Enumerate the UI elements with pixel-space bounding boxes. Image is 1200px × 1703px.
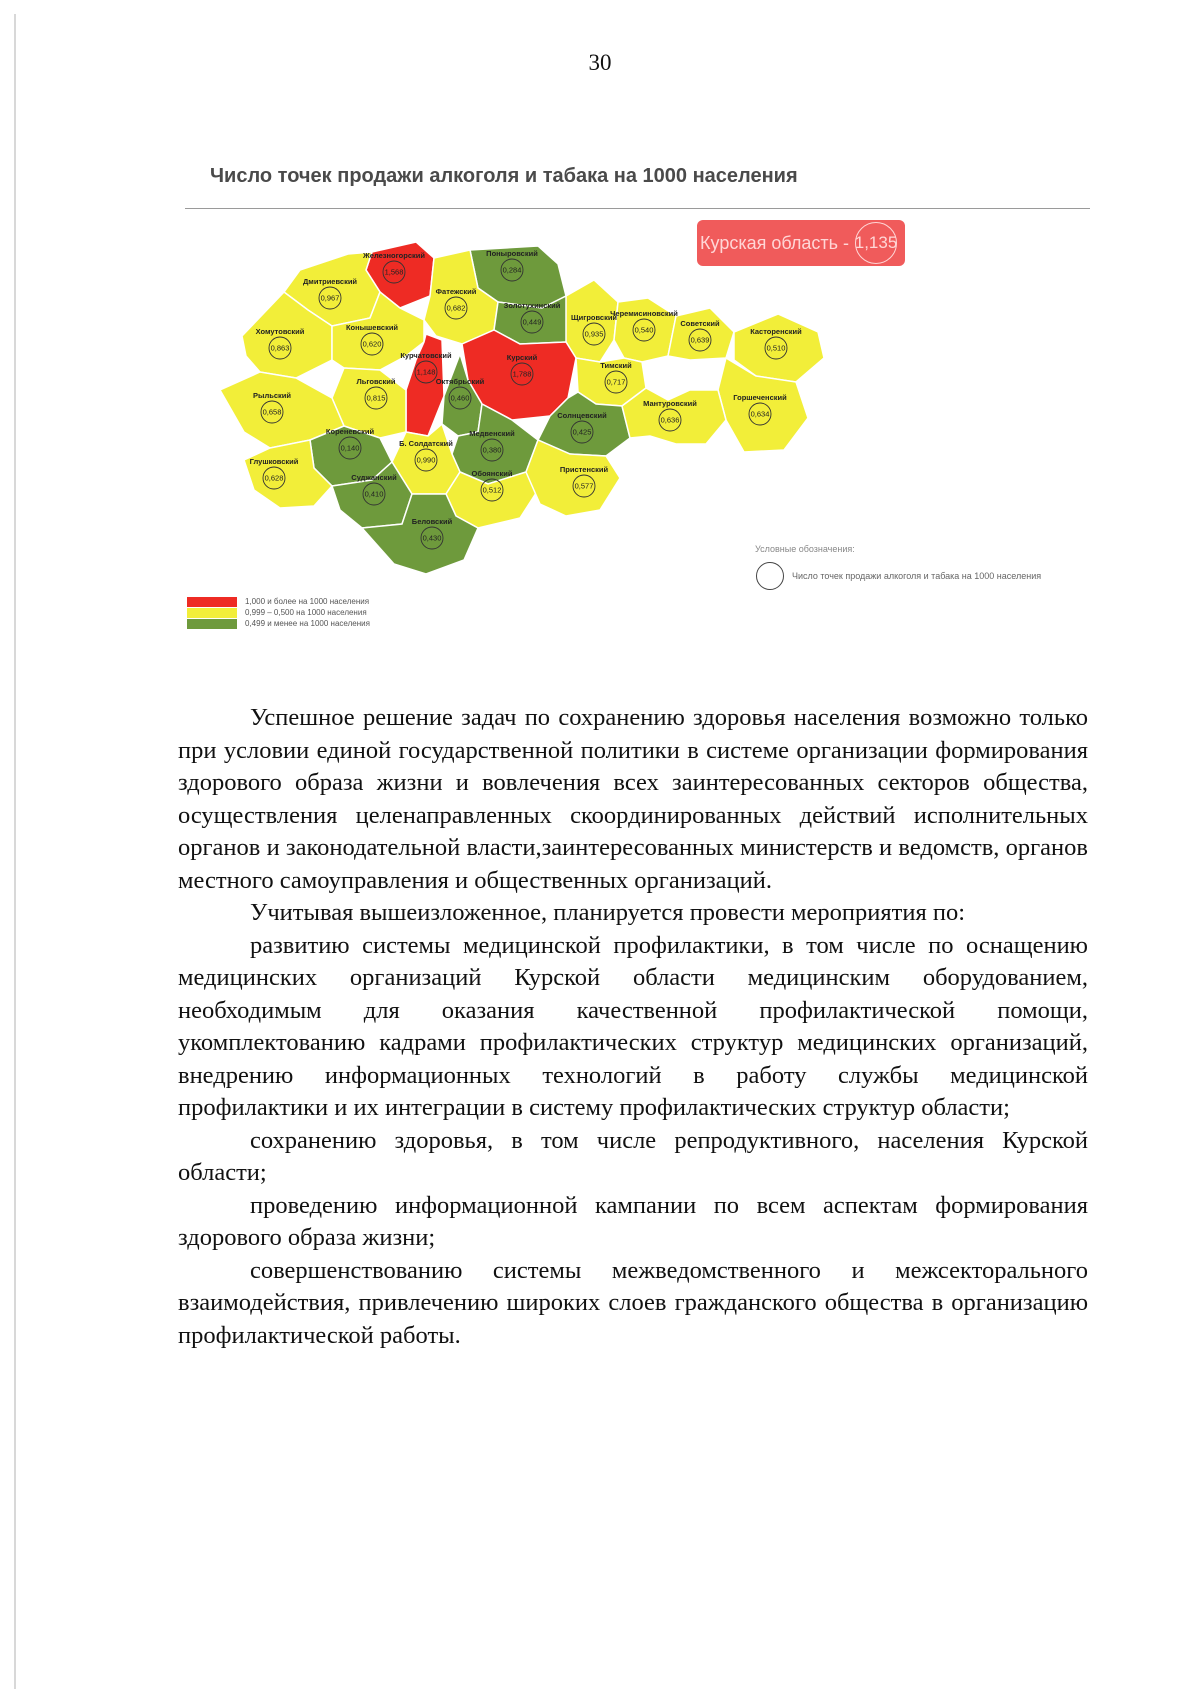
district-24-value: 0,410 <box>364 489 384 499</box>
district-17-name: Горшеченский <box>733 393 787 402</box>
district-20-value: 0,425 <box>572 427 592 437</box>
kursk-region-map <box>220 240 920 620</box>
district-14-name: Октябрьский <box>435 377 485 386</box>
district-7-value: 0,935 <box>584 329 604 339</box>
district-shapes <box>220 242 824 574</box>
district-27-value: 0,430 <box>422 533 442 543</box>
district-16-value: 0,658 <box>262 407 282 417</box>
paragraph: сохранению здоровья, в том числе репродуктивного, населения Курской области; <box>178 1126 1088 1186</box>
district-3-name: Фатежский <box>435 287 477 296</box>
district-23-value: 0,628 <box>264 473 284 483</box>
district-13-value: 0,815 <box>366 393 386 403</box>
district-22-value: 0,990 <box>416 455 436 465</box>
paragraph: Успешное решение задач по сохранению здоровья населения возможно только при условии единой государственной политики в системе организации формирования здорового образа жизни и вовлечения всех заинтересованных секторов общества, осуществления целенаправленных скоординированных действий исполнительных органов и законодательной власти,заинтересованных министерств и ведомств, органов местного самоуправления и общественных организаций. <box>178 704 1088 894</box>
district-26-name: Пристенский <box>559 465 609 474</box>
district-8-value: 0,540 <box>634 325 654 335</box>
district-26-value: 0,577 <box>574 481 594 491</box>
district-9-area <box>668 308 734 360</box>
district-1-name: Поныровский <box>486 249 538 258</box>
district-2-value: 0,967 <box>320 293 340 303</box>
paragraph: развитию системы медицинской профилактики, в том числе по оснащению медицинских организаций Курской области медицинским оборудованием, необходимым для оказания качественной профилактической помощи, укомплектованию кадрами профилактических структур медицинских организаций, внедрению информационных технологий в работу службы медицинской профилактики и их интеграции в систему профилактических структур области; <box>178 931 1088 1121</box>
paragraph: совершенствованию системы межведомственного и межсекторального взаимодействия, привлечению широких слоев гражданского общества в организацию профилактической работы. <box>178 1256 1088 1349</box>
figure-title: Число точек продажи алкоголя и табака на 1000 населения <box>210 165 798 187</box>
district-5-value: 0,863 <box>270 343 290 353</box>
district-2-name: Дмитриевский <box>302 277 358 286</box>
legend-item-yellow <box>187 607 370 618</box>
district-9-value: 0,639 <box>690 335 710 345</box>
legend-text-green: 0,499 и менее на 1000 населения <box>245 619 370 628</box>
legend-circle-note: Число точек продажи алкоголя и табака на 1000 населения <box>792 571 1042 581</box>
district-15-value: 0,717 <box>606 377 626 387</box>
district-6-name: Конышевский <box>345 323 399 332</box>
district-0-value: 1,568 <box>384 267 404 277</box>
district-25-name: Обоянский <box>471 469 513 478</box>
district-14-value: 0,460 <box>450 393 470 403</box>
district-8-name: Черемисиновский <box>610 309 678 318</box>
district-7-name: Щигровский <box>570 313 618 322</box>
district-21-name: Мантуровский <box>643 399 697 408</box>
district-12-name: Курский <box>506 353 538 362</box>
district-10-name: Касторенский <box>750 327 802 336</box>
district-11-name: Курчатовский <box>400 351 452 360</box>
district-15-name: Тимский <box>600 361 632 370</box>
page-edge <box>14 14 16 1689</box>
district-3-value: 0,682 <box>446 303 466 313</box>
district-5-name: Хомутовский <box>255 327 305 336</box>
legend-swatch-yellow <box>187 608 237 618</box>
legend-swatch-green <box>187 619 237 629</box>
district-17-value: 0,634 <box>750 409 770 419</box>
paragraph: проведению информационной кампании по всем аспектам формирования здорового образа жизни; <box>178 1191 1088 1251</box>
region-total-label: Курская область - <box>700 232 849 253</box>
page-number: 30 <box>588 50 612 75</box>
district-19-name: Медвенский <box>469 429 515 438</box>
legend-item-green <box>187 618 370 629</box>
color-legend <box>187 596 370 629</box>
district-9-name: Советский <box>680 319 720 328</box>
legend-swatch-red <box>187 597 237 607</box>
district-18-name: Кореневский <box>325 427 375 436</box>
legend-item-red <box>187 596 370 607</box>
district-13-name: Льговский <box>356 377 396 386</box>
district-0-name: Железногорский <box>363 251 425 260</box>
district-1-value: 0,284 <box>502 265 522 275</box>
district-24-name: Суджанский <box>351 473 397 482</box>
district-27-name: Беловский <box>411 517 453 526</box>
district-12-value: 1,788 <box>512 369 532 379</box>
district-10-value: 0,510 <box>766 343 786 353</box>
district-20-name: Солнцевский <box>557 411 607 420</box>
district-11-value: 1,148 <box>416 367 436 377</box>
figure-divider <box>185 208 1090 209</box>
district-23-name: Глушковский <box>249 457 299 466</box>
district-4-name: Золотухинский <box>503 301 561 310</box>
district-25-value: 0,512 <box>482 485 502 495</box>
paragraph: Учитывая вышеизложенное, планируется провести мероприятия по: <box>250 899 966 926</box>
district-4-value: 0,449 <box>522 317 542 327</box>
region-total-value: 1,135 <box>855 222 897 264</box>
district-18-value: 0,140 <box>340 443 360 453</box>
conventions-title: Условные обозначения: <box>755 544 855 554</box>
body-text <box>178 702 1088 1352</box>
district-22-name: Б. Солдатский <box>399 439 453 448</box>
district-19-value: 0,380 <box>482 445 502 455</box>
district-16-name: Рыльский <box>253 391 291 400</box>
district-6-value: 0,620 <box>362 339 382 349</box>
legend-circle-icon <box>756 562 784 590</box>
district-21-value: 0,636 <box>660 415 680 425</box>
legend-text-yellow: 0,999 – 0,500 на 1000 населения <box>245 608 367 617</box>
legend-text-red: 1,000 и более на 1000 населения <box>245 597 370 606</box>
